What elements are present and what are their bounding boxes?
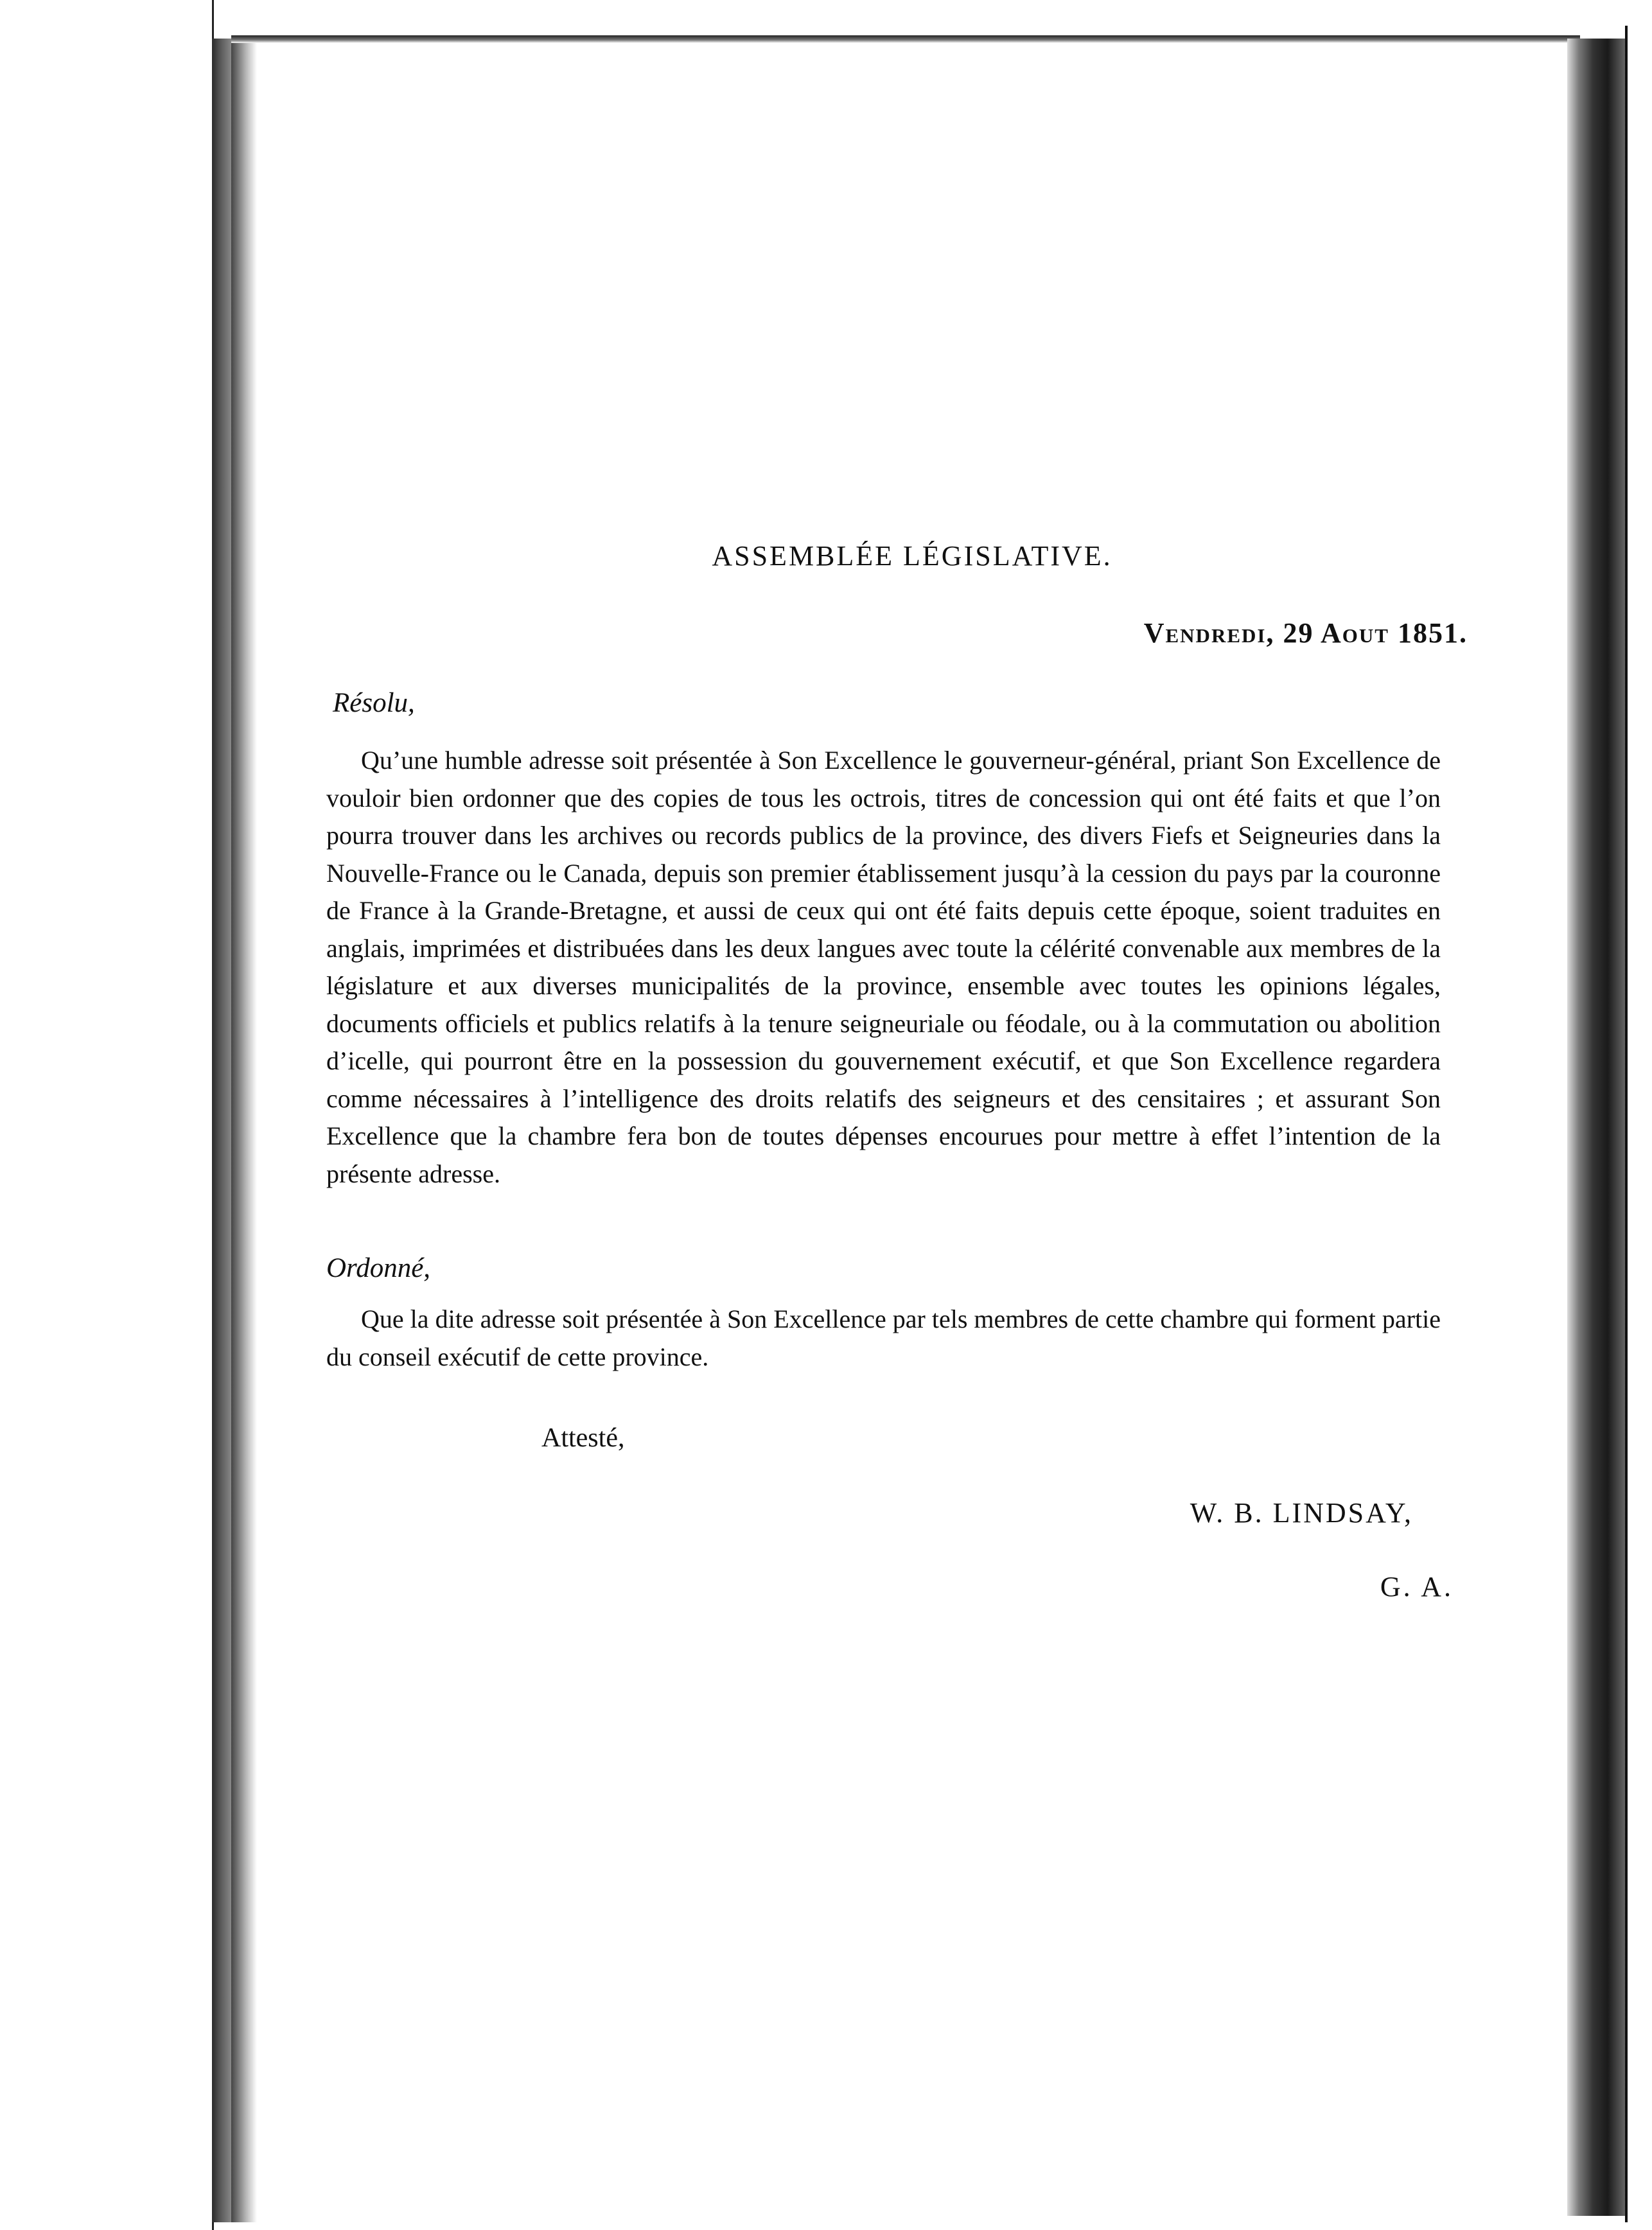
book-gutter-shadow <box>212 39 231 2222</box>
left-page-margin <box>0 0 214 2230</box>
signer-name: W. B. LINDSAY, <box>1190 1497 1413 1529</box>
page-right-edge <box>1567 39 1625 2216</box>
attestation-label: Attesté, <box>541 1423 625 1453</box>
page-top-edge <box>231 35 1580 43</box>
page-inner-shadow <box>231 39 257 2222</box>
order-label: Ordonné, <box>326 1253 431 1283</box>
resolution-label: Résolu, <box>333 688 415 718</box>
signer-office: G. A. <box>1380 1571 1454 1602</box>
scan-border <box>1625 26 1652 2222</box>
document-page <box>257 45 1567 2222</box>
resolution-paragraph: Qu’une humble adresse soit présentée à Son Excellence le gouverneur-général, priant Son Excellence de vouloir bien ordonner que des copies de tous les octrois, titres de concession qui ont été faits et que l’on pourra trouver dans les archives ou records publics de la province, des divers Fiefs et Seigneuries dans la Nouvelle-France ou le Canada, depuis son premier établissement jusqu’à la cession du pays par la couronne de France à la Grande-Bretagne, et aussi de ceux qui ont été faits depuis cette époque, soient traduites en anglais, imprimées et distribuées dans les deux langues avec toute la célérité convenable aux membres de la législature et aux diverses municipalités de la province, ensemble avec toutes les opinions légales, documents officiels et publics relatifs à la tenure seigneuriale ou féodale, ou à la commutation ou abolition d’icelle, qui pourront être en la possession du gouvernement exécutif, et que Son Excellence regardera comme nécessaires à l’intelligence des droits relatifs des seigneurs et des censitaires ; et assurant Son Excellence que la chambre fera bon de toutes dépenses encourues pour mettre à effet l’intention de la présente adresse. <box>326 746 1441 1188</box>
document-date: Vendredi, 29 Aout 1851. <box>1143 617 1468 649</box>
order-paragraph: Que la dite adresse soit présentée à Son Excellence par tels membres de cette chambre qui forment partie du conseil exécutif de cette province. <box>326 1304 1441 1371</box>
document-title: ASSEMBLÉE LÉGISLATIVE. <box>712 540 1112 572</box>
